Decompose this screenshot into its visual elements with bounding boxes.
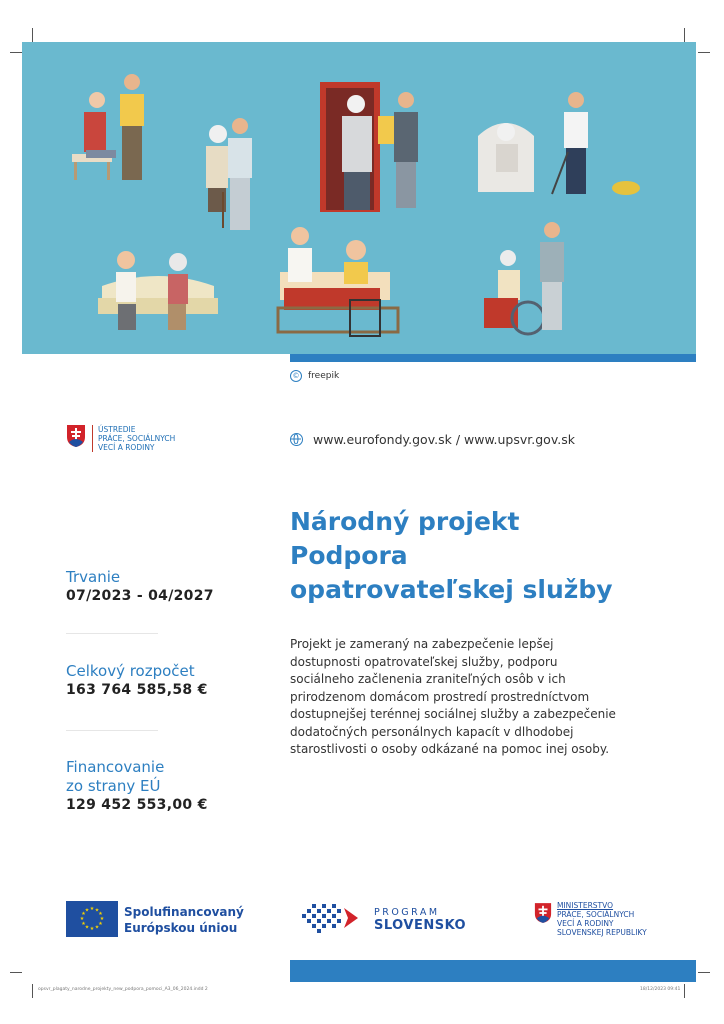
divider — [66, 633, 158, 634]
agency-line: PRÁCE, SOCIÁLNYCH — [98, 434, 176, 443]
title-line: Podpora — [290, 541, 408, 570]
print-timestamp: 18/12/2023 09:41 — [640, 987, 681, 992]
footer-accent-strip — [290, 960, 696, 982]
title-line: opatrovateľskej služby — [290, 575, 613, 604]
title-line: Národný projekt — [290, 507, 520, 536]
crop-mark — [10, 52, 22, 53]
scene-housework — [478, 92, 640, 195]
hero-illustration — [22, 42, 696, 354]
duration-value: 07/2023 - 04/2027 — [66, 588, 214, 604]
svg-text:★: ★ — [81, 911, 86, 917]
agency-line: ÚSTREDIE — [98, 425, 136, 434]
scene-grocery-delivery — [320, 82, 418, 212]
eu-cofinancing-text — [124, 904, 244, 936]
scene-bedside-meal — [278, 227, 398, 336]
program-line: SLOVENSKO — [374, 918, 467, 933]
crop-mark — [32, 984, 33, 998]
crop-mark — [698, 972, 710, 973]
eu-text-line: Európskou úniou — [124, 921, 238, 935]
eu-funding-block — [66, 758, 208, 815]
scene-walking-assist — [206, 118, 252, 230]
project-description: Projekt je zameraný na zabezpečenie lepšej dostupnosti opatrovateľskej služby, podporu sociálneho začlenenia zraniteľných osôb v ich prirodzenom domácom prostredí prostredníctvom dostupnejšej terénnej sociálnej služby a zabezpečenie dodatočných personálnych kapacít v dlhodobej starostlivosti o osoby odkázané na pomoc inej osoby. — [290, 637, 616, 756]
svg-text:★: ★ — [99, 916, 105, 922]
ministry-line: SLOVENSKEJ REPUBLIKY — [557, 928, 647, 937]
svg-text:★: ★ — [94, 924, 100, 931]
eu-flag-icon — [66, 901, 118, 937]
crop-mark — [684, 28, 685, 42]
duration-label: Trvanie — [66, 568, 121, 586]
website-links[interactable] — [290, 432, 575, 447]
ministry-line: VECÍ A RODINY — [557, 919, 614, 928]
project-title — [290, 505, 650, 607]
program-slovensko-logo — [296, 900, 368, 940]
crop-mark — [32, 28, 33, 42]
scene-caregiver-helping — [72, 74, 144, 180]
svg-text:★: ★ — [84, 924, 90, 931]
eu-funding-label: Financovanie — [66, 758, 165, 776]
svg-text:★: ★ — [84, 907, 90, 914]
slovak-coat-of-arms-icon — [66, 424, 86, 452]
agency-line: VECÍ A RODINY — [98, 443, 155, 452]
program-line: PROGRAM — [374, 907, 440, 918]
image-credit — [290, 370, 339, 382]
crop-mark — [10, 972, 22, 973]
copyright-icon: © — [290, 370, 302, 382]
slovak-coat-of-arms-icon — [534, 902, 552, 928]
agency-name — [92, 425, 175, 452]
caregivers-illustration — [22, 42, 696, 354]
eu-text-line: Spolufinancovaný — [124, 905, 244, 919]
svg-text:★: ★ — [98, 921, 103, 927]
duration-block — [66, 568, 214, 606]
program-slovensko-text — [374, 907, 466, 933]
svg-text:★: ★ — [79, 916, 85, 922]
svg-text:★: ★ — [89, 926, 95, 932]
svg-text:★: ★ — [94, 907, 100, 914]
print-filename: opsvr_plagaty_narodne_projekty_new_podpora_pomoci_A3_06_2024.indd 2 — [38, 987, 208, 992]
eu-funding-value: 129 452 553,00 € — [66, 797, 208, 813]
budget-value: 163 764 585,58 € — [66, 682, 208, 698]
budget-block — [66, 662, 208, 700]
crop-mark — [698, 52, 710, 53]
budget-label: Celkový rozpočet — [66, 662, 195, 680]
svg-text:★: ★ — [98, 911, 103, 917]
ministry-line: PRÁCE, SOCIÁLNYCH — [557, 910, 635, 919]
ministry-name — [557, 901, 647, 937]
credit-text: freepik — [308, 371, 340, 381]
globe-icon — [290, 433, 303, 446]
ministry-line: MINISTERSTVO — [557, 901, 614, 910]
divider — [66, 730, 158, 731]
scene-sofa-visit — [98, 251, 218, 330]
svg-text:★: ★ — [81, 921, 86, 927]
eu-funding-label: zo strany EÚ — [66, 777, 161, 795]
svg-text:★: ★ — [89, 906, 95, 912]
crop-mark — [684, 984, 685, 998]
website-text[interactable]: www.eurofondy.gov.sk / www.upsvr.gov.sk — [313, 432, 575, 447]
hero-accent-strip — [290, 354, 696, 362]
scene-wheelchair — [484, 222, 564, 334]
